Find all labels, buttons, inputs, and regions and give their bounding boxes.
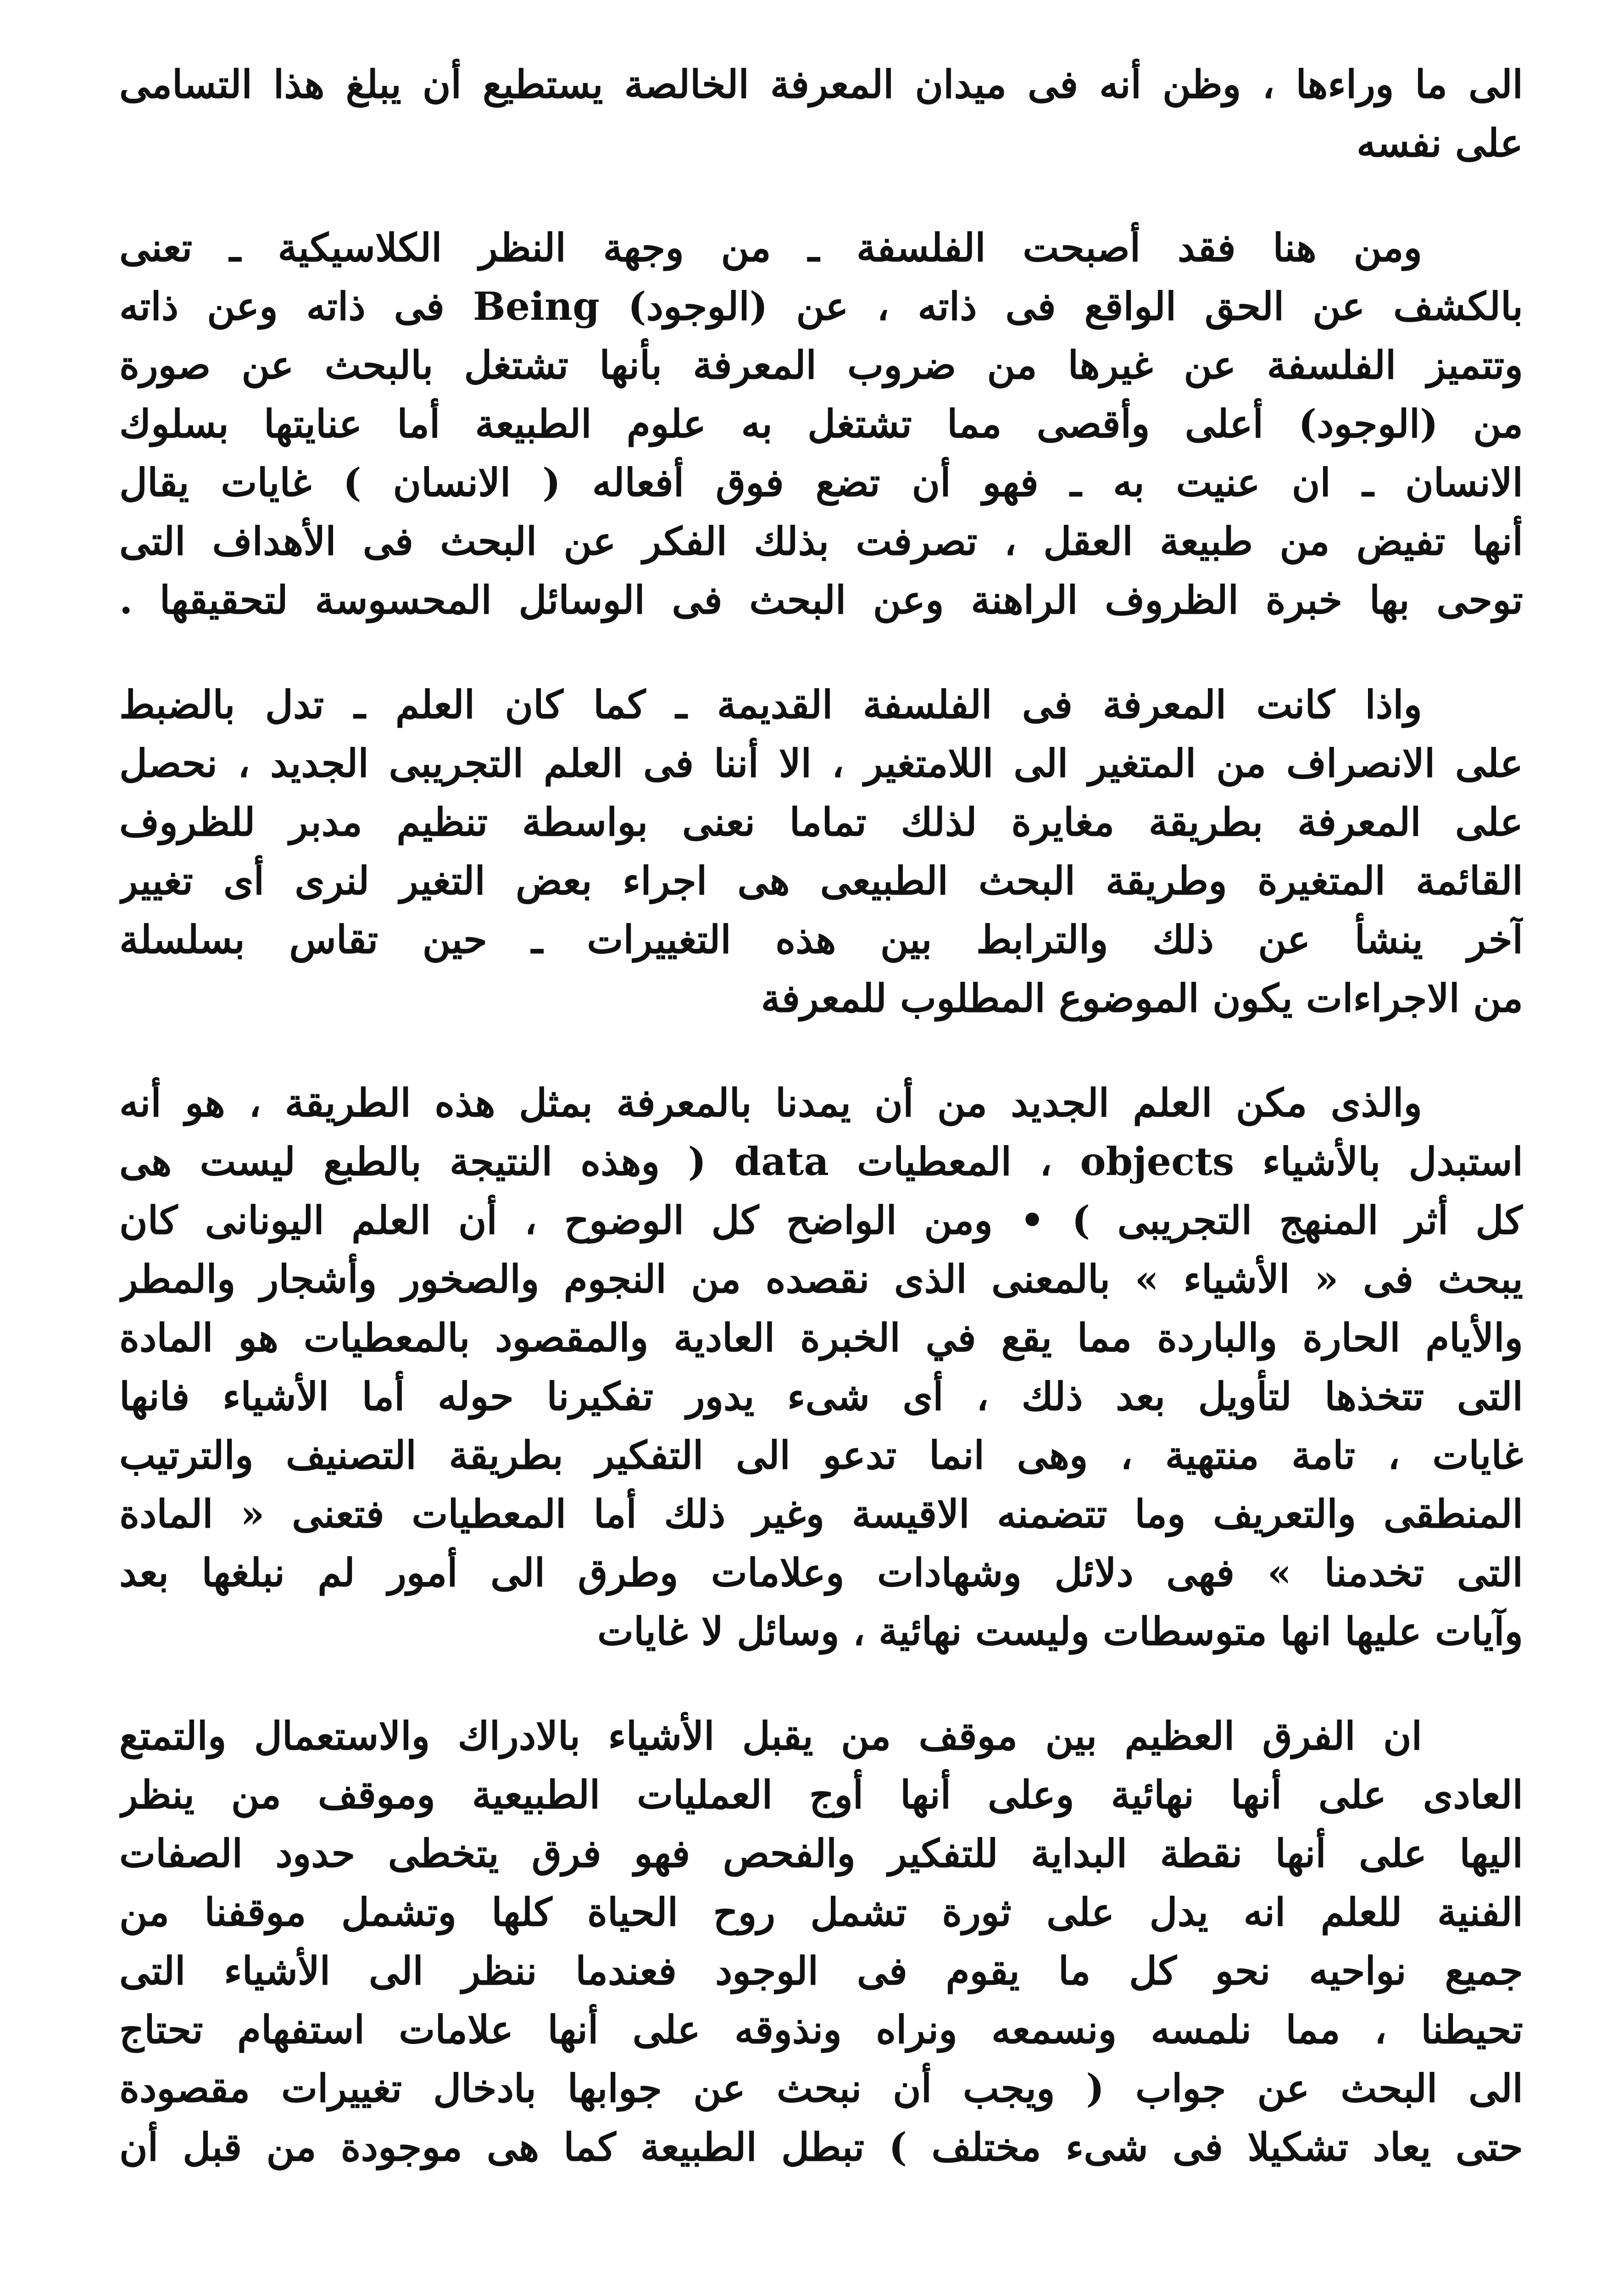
text-line: على المعرفة بطريقة مغايرة لذلك تماما نعنى بواسطة تنظيم مدبر للظروف bbox=[119, 799, 1523, 845]
text-line: من (الوجود) أعلى وأقصى مما تشتغل به علوم الطبيعة أما عنايتها بسلوك bbox=[119, 401, 1523, 446]
text-line: الى ما وراءها ، وظن أنه فى ميدان المعرفة الخالصة يستطيع أن يبلغ هذا التسامى bbox=[119, 61, 1523, 107]
text-line: كل أثر المنهج التجريبى ) • ومن الواضح كل الوضوح ، أن العلم اليونانى كان bbox=[119, 1197, 1523, 1243]
text-line: الانسان ـ ان عنيت به ـ فهو أن تضع فوق أفعاله ( الانسان ) غايات يقال bbox=[119, 460, 1523, 505]
text-line: جميع نواحيه نحو كل ما يقوم فى الوجود فعندما ننظر الى الأشياء التى bbox=[119, 1948, 1523, 1993]
text-line: استبدل بالأشياء objects ، المعطيات data ( وهذه النتيجة بالطبع ليست هى bbox=[119, 1139, 1523, 1184]
text-line: يبحث فى « الأشياء » بالمعنى الذى نقصده من النجوم والصخور وأشجار والمطر bbox=[119, 1256, 1523, 1302]
text-line: تحيطنا ، مما نلمسه ونسمعه ونراه ونذوقه على أنها علامات استفهام تحتاج bbox=[119, 2007, 1523, 2052]
paragraph-2 bbox=[119, 218, 1523, 629]
text-line: حتى يعاد تشكيلا فى شىء مختلف ) تبطل الطبيعة كما هى موجودة من قبل أن bbox=[119, 2124, 1523, 2170]
text-line: ومن هنا فقد أصبحت الفلسفة ـ من وجهة النظر الكلاسيكية ـ تعنى bbox=[119, 225, 1422, 270]
text-line: غايات ، تامة منتهية ، وهى انما تدعو الى التفكير بطريقة التصنيف والترتيب bbox=[119, 1432, 1523, 1478]
text-line: التى تخدمنا » فهى دلائل وشهادات وعلامات وطرق الى أمور لم نبلغها بعد bbox=[119, 1550, 1523, 1595]
text-line: القائمة المتغيرة وطريقة البحث الطبيعى هى اجراء بعض التغير لنرى أى تغيير bbox=[119, 858, 1523, 903]
text-line: العادى على أنها نهائية وعلى أنها أوج العمليات الطبيعية وموقف من ينظر bbox=[119, 1772, 1523, 1817]
text-line: اليها على أنها نقطة البداية للتفكير والفحص فهو فرق يتخطى حدود الصفات bbox=[119, 1831, 1523, 1876]
text-line: بالكشف عن الحق الواقع فى ذاته ، عن (الوجود) Being فى ذاته وعن ذاته bbox=[119, 284, 1523, 329]
text-line: على نفسه bbox=[1356, 120, 1523, 166]
text-line: الفنية للعلم انه يدل على ثورة تشمل روح الحياة كلها وتشمل موقفنا من bbox=[119, 1889, 1523, 1935]
text-line: على الانصراف من المتغير الى اللامتغير ، الا أننا فى العلم التجريبى الجديد ، نحصل bbox=[119, 741, 1523, 786]
text-line: المنطقى والتعريف وما تتضمنه الاقيسة وغير ذلك أما المعطيات فتعنى « المادة bbox=[119, 1491, 1523, 1537]
paragraph-4 bbox=[119, 1074, 1523, 1661]
text-line: واذا كانت المعرفة فى الفلسفة القديمة ـ كما كان العلم ـ تدل بالضبط bbox=[119, 682, 1422, 727]
paragraph-1 bbox=[119, 55, 1523, 173]
text-line: آخر ينشأ عن ذلك والترابط بين هذه التغييرات ـ حين تقاس بسلسلة bbox=[119, 917, 1523, 962]
text-line: ان الفرق العظيم بين موقف من يقبل الأشياء بالادراك والاستعمال والتمتع bbox=[119, 1713, 1422, 1759]
paragraph-5 bbox=[119, 1707, 1523, 2177]
text-line: أنها تفيض من طبيعة العقل ، تصرفت بذلك الفكر عن البحث فى الأهداف التى bbox=[119, 518, 1523, 564]
text-line: من الاجراءات يكون الموضوع المطلوب للمعرفة bbox=[761, 975, 1523, 1021]
text-line: الى البحث عن جواب ( ويجب أن نبحث عن جوابها بادخال تغييرات مقصودة bbox=[119, 2066, 1523, 2111]
text-line: وتتميز الفلسفة عن غيرها من ضروب المعرفة بأنها تشتغل بالبحث عن صورة bbox=[119, 342, 1523, 388]
paragraph-3 bbox=[119, 675, 1523, 1028]
text-line: والأيام الحارة والباردة مما يقع في الخبرة العادية والمقصود بالمعطيات هو المادة bbox=[119, 1315, 1523, 1360]
text-line: والذى مكن العلم الجديد من أن يمدنا بالمعرفة بمثل هذه الطريقة ، هو أنه bbox=[119, 1080, 1422, 1125]
text-line: التى تتخذها لتأويل بعد ذلك ، أى شىء يدور تفكيرنا حوله أما الأشياء فانها bbox=[119, 1374, 1523, 1419]
text-line: وآيات عليها انها متوسطات وليست نهائية ، وسائل لا غايات bbox=[597, 1609, 1523, 1654]
page-body bbox=[119, 55, 1523, 2294]
text-line: توحى بها خبرة الظروف الراهنة وعن البحث فى الوسائل المحسوسة لتحقيقها . bbox=[119, 577, 1523, 623]
